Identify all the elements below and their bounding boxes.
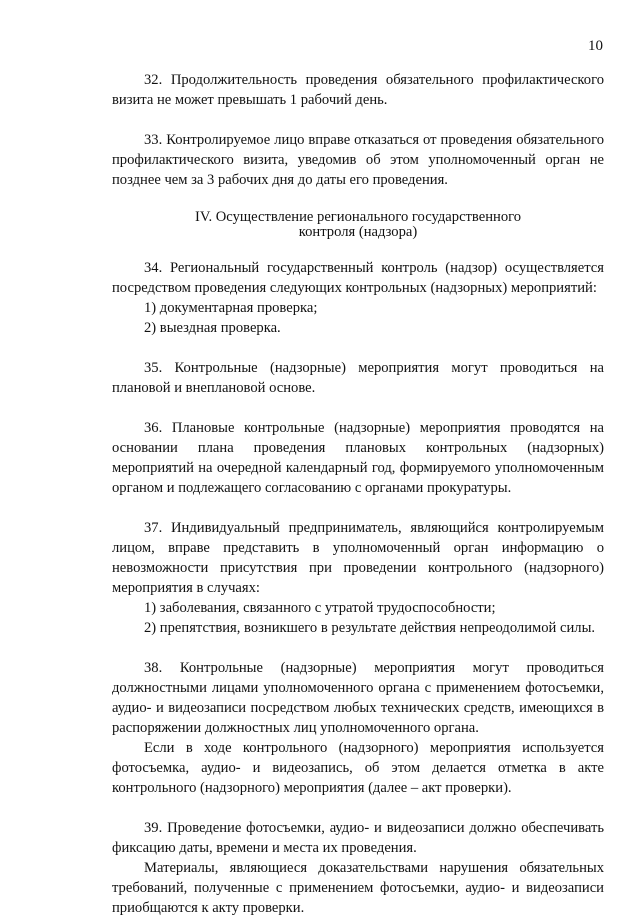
paragraph-34-item-1: 1) документарная проверка; xyxy=(144,300,318,316)
paragraph-39: 39. Проведение фотосъемки, аудио- и видеозаписи должно обеспечивать фиксацию даты, времени и места их проведения. xyxy=(112,820,604,856)
paragraph-37-item-2: 2) препятствия, возникшего в результате действия непреодолимой силы. xyxy=(144,620,596,636)
paragraph-36: 36. Плановые контрольные (надзорные) мероприятия проводятся на основании плана проведения плановых контрольных (надзорных) мероприятий на очередной календарный год, формируемого уполномоченным органом и подлежащего согласованию с органами прокуратуры. xyxy=(112,420,604,496)
paragraph-38: 38. Контрольные (надзорные) мероприятия могут проводиться должностными лицами уполномоченного органа с применением фотосъемки, аудио- и видеозаписи посредством любых технических средств, имеющихся в распоряжении должностных лиц уполномоченного органа. xyxy=(112,660,604,736)
page-number: 10 xyxy=(588,38,603,54)
paragraph-35: 35. Контрольные (надзорные) мероприятия могут проводиться на плановой и внеплановой основе. xyxy=(112,360,604,396)
paragraph-37: 37. Индивидуальный предприниматель, являющийся контролируемым лицом, вправе представить в уполномоченный орган информацию о невозможности присутствия при проведении контрольного (надзорного) мероприятия в случаях: xyxy=(112,520,604,596)
paragraph-37-item-1: 1) заболевания, связанного с утратой трудоспособности; xyxy=(144,600,496,616)
paragraph-38-continuation: Если в ходе контрольного (надзорного) мероприятия используется фотосъемка, аудио- и видеозапись, об этом делается отметка в акте контрольного (надзорного) мероприятия (далее – акт проверки). xyxy=(112,740,604,796)
paragraph-39-continuation: Материалы, являющиеся доказательствами нарушения обязательных требований, полученные с применением фотосъемки, аудио- и видеозаписи приобщаются к акту проверки. xyxy=(112,860,604,916)
paragraph-34-item-2: 2) выездная проверка. xyxy=(144,320,281,336)
paragraph-33: 33. Контролируемое лицо вправе отказаться от проведения обязательного профилактического визита, уведомив об этом уполномоченный орган не позднее чем за 3 рабочих дня до даты его проведения. xyxy=(112,132,604,188)
paragraph-32: 32. Продолжительность проведения обязательного профилактического визита не может превышать 1 рабочий день. xyxy=(112,72,604,108)
section-heading-line2: контроля (надзора) xyxy=(298,224,418,240)
section-heading-line1: IV. Осуществление регионального государственного xyxy=(194,209,522,225)
document-body xyxy=(112,70,604,918)
paragraph-34: 34. Региональный государственный контроль (надзор) осуществляется посредством проведения следующих контрольных (надзорных) мероприятий: xyxy=(112,260,604,296)
